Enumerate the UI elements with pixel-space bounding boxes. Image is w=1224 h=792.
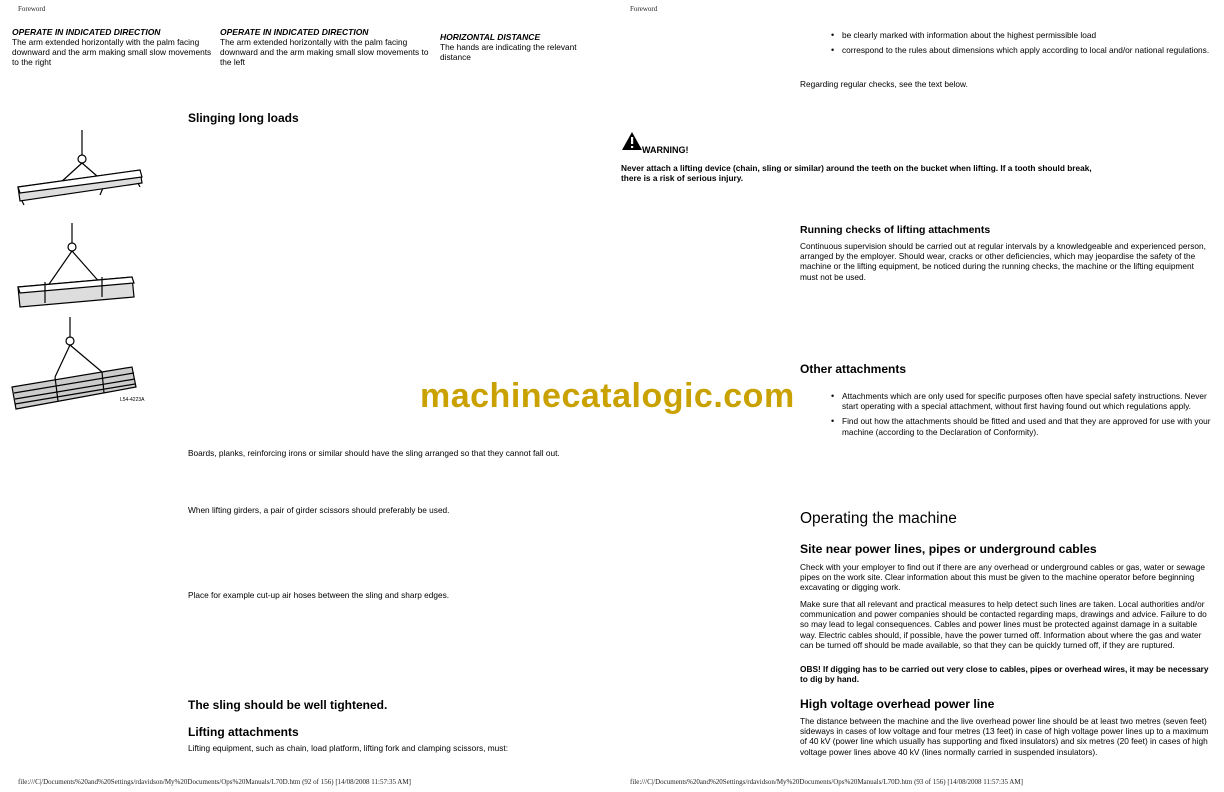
signal-text: The hands are indicating the relevant distance <box>440 42 577 63</box>
site-paragraph-1: Check with your employer to find out if there are any overhead or underground cables or gas, water or sewage pipes on the work site. Clear information about this must be given to the machine operator before beginning excavating or digging work. <box>800 562 1205 593</box>
warning-label: WARNING! <box>642 145 689 155</box>
page-footer: file:///C|/Documents%20and%20Settings/rdavidson/My%20Documents/Ops%20Manuals/L70D.htm (92 of 156) [14/08/2008 11:57:35 AM] <box>18 778 411 786</box>
operating-heading: Operating the machine <box>800 510 957 527</box>
site-heading: Site near power lines, pipes or underground cables <box>800 542 1097 556</box>
signal-text: The arm extended horizontally with the palm facing downward and the arm making small slow movements to the right <box>12 37 212 68</box>
page-header: Foreword <box>18 5 46 13</box>
figure-code: L54-4223A <box>120 397 145 403</box>
slinging-illustration <box>10 125 150 425</box>
regarding-text: Regarding regular checks, see the text below. <box>800 79 968 89</box>
lifting-attachments-text: Lifting equipment, such as chain, load platform, lifting fork and clamping scissors, must: <box>188 743 509 753</box>
signal-title: OPERATE IN INDICATED DIRECTION <box>12 27 161 37</box>
site-paragraph-2: Make sure that all relevant and practical measures to help detect such lines are taken. Local authorities and/or communication and power companies should be contacted regarding maps, drawings and advice. Failure to do so may lead to legal consequences. Cables and power lines must be protected against damage in a suitable way. Electric cables should, if possible, have the power turned off. Information about where the gas and water can be turned off should be made available, so that they can be quickly turned off, if they are ruptured. <box>800 599 1207 650</box>
page-footer: file:///C|/Documents%20and%20Settings/rdavidson/My%20Documents/Ops%20Manuals/L70D.htm (93 of 156) [14/08/2008 11:57:35 AM] <box>630 778 1023 786</box>
other-attachments-heading: Other attachments <box>800 362 907 376</box>
list-item: • correspond to the rules about dimensions which apply according to local and/or national regulations. <box>830 45 1210 55</box>
hoses-paragraph: Place for example cut-up air hoses between the sling and sharp edges. <box>188 590 450 600</box>
high-voltage-text: The distance between the machine and the live overhead power line should be at least two metres (seven feet) sideways in cases of low voltage and four metres (13 feet) in case of high voltage power lines up to a maximum of 40 kV (power line which usually has supporting and fixed insulators) and six metres (20 feet) in cases of high voltage power lines above 40 kV (lines normally carried in suspended insulators). <box>800 716 1209 757</box>
other-attachments-list <box>830 391 1215 442</box>
page-header: Foreword <box>630 5 658 13</box>
warning-text: Never attach a lifting device (chain, sling or similar) around the teeth on the bucket when lifting. If a tooth should break, there is a risk of serious injury. <box>621 163 1092 184</box>
list-item: • Attachments which are only used for specific purposes often have special safety instructions. Never start operating with a special attachment, without first having found out which regulations apply. <box>830 391 1215 411</box>
signal-text: The arm extended horizontally with the palm facing downward and the arm making small slow movements to the left <box>220 37 429 68</box>
site-obs: OBS! If digging has to be carried out very close to cables, pipes or overhead wires, it may be necessary to dig by hand. <box>800 664 1209 685</box>
running-checks-text: Continuous supervision should be carried out at regular intervals by a knowledgeable and experienced person, arranged by the employer. Should wear, cracks or other deficiencies, which may jeopardise the safety of the machine or the lifting equipment, be noticed during the running checks, the machine or the lifting equipment must not be used. <box>800 241 1206 282</box>
slinging-heading: Slinging long loads <box>188 111 299 125</box>
boards-paragraph: Boards, planks, reinforcing irons or similar should have the sling arranged so that they cannot fall out. <box>188 448 560 458</box>
high-voltage-heading: High voltage overhead power line <box>800 697 995 711</box>
running-checks-heading: Running checks of lifting attachments <box>800 224 991 236</box>
signal-block-right <box>12 27 217 68</box>
sling-tight-heading: The sling should be well tightened. <box>188 698 388 712</box>
list-item: • be clearly marked with information about the highest permissible load <box>830 30 1210 40</box>
warning-icon <box>621 131 643 151</box>
signal-block-left <box>220 27 430 68</box>
signal-block-distance <box>440 32 605 62</box>
girders-paragraph: When lifting girders, a pair of girder scissors should preferably be used. <box>188 505 450 515</box>
signal-title: OPERATE IN INDICATED DIRECTION <box>220 27 369 37</box>
watermark-text: machinecatalogic.com <box>420 377 795 415</box>
list-item: • Find out how the attachments should be fitted and used and that they are approved for use with your machine (according to the Declaration of Conformity). <box>830 416 1215 436</box>
lifting-requirements-list <box>830 30 1210 60</box>
signal-title: HORIZONTAL DISTANCE <box>440 32 541 42</box>
lifting-attachments-heading: Lifting attachments <box>188 725 299 739</box>
